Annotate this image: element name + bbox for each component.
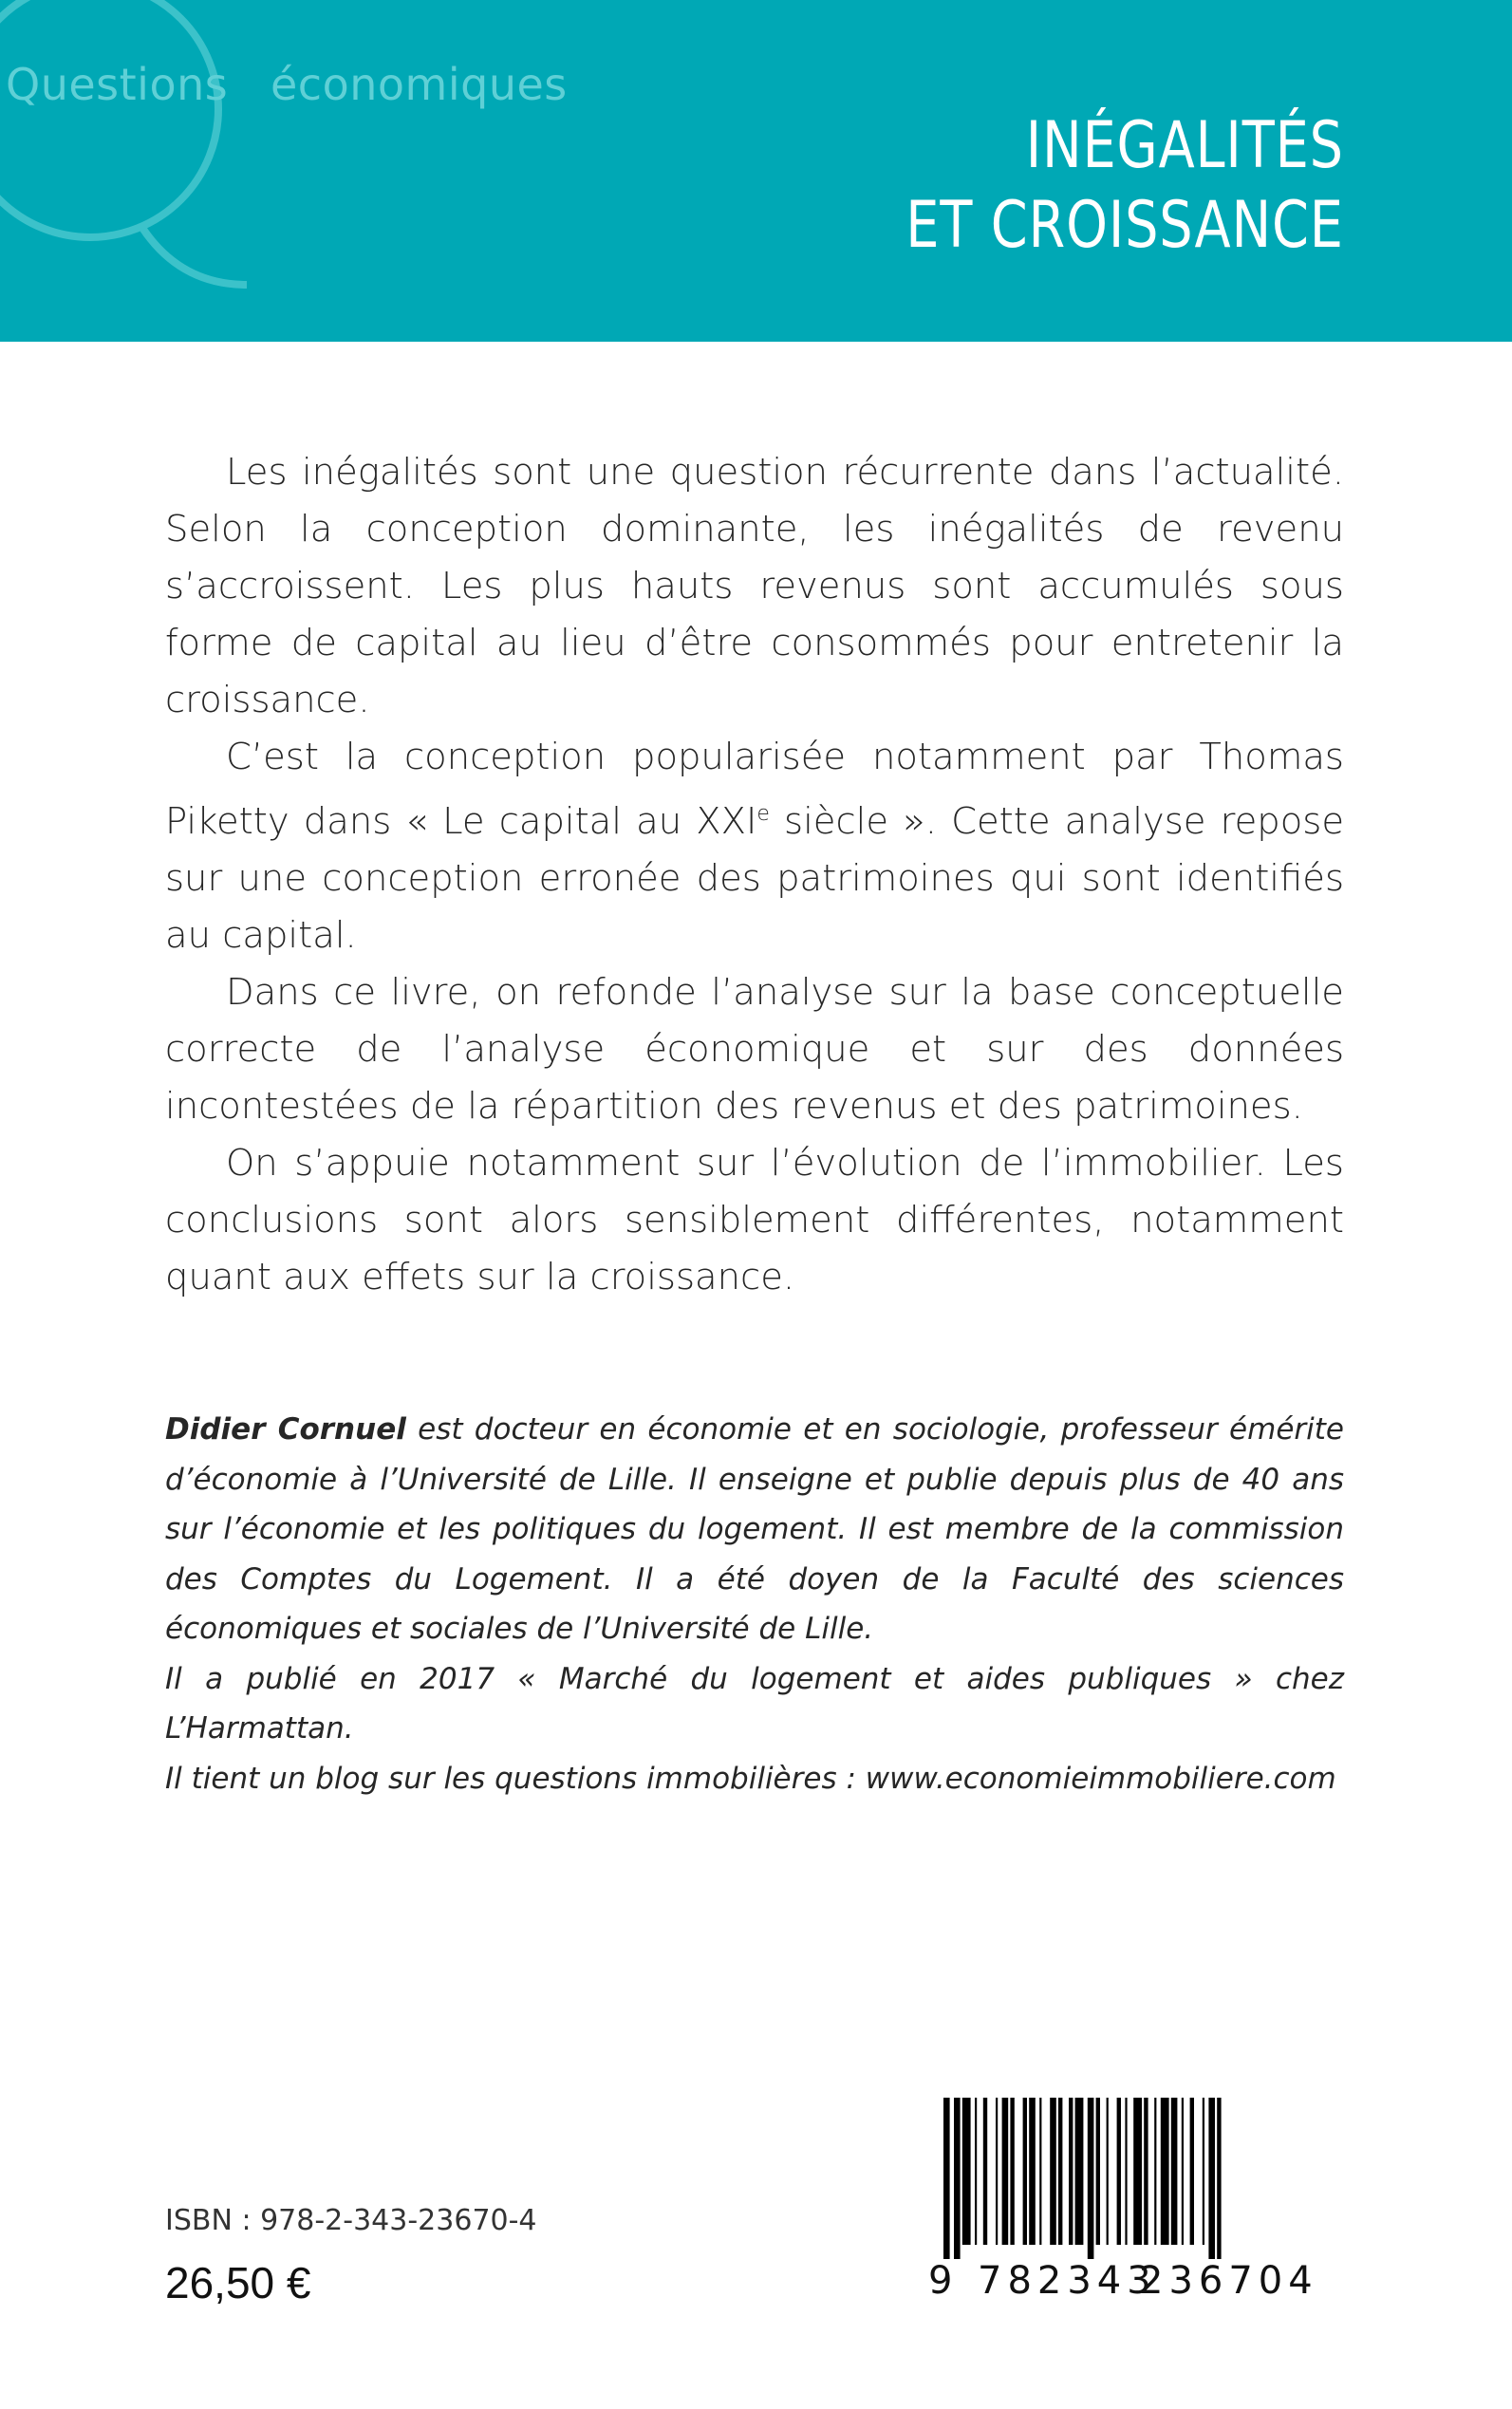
barcode-bar [1144, 2098, 1148, 2245]
barcode-bar [1039, 2098, 1041, 2245]
bio-text: est docteur en économie et en sociologie, professeur émérite d’économie à l’Université de Lille. Il enseigne et publie depuis plus de 40 ans sur l’économie et les politiques du logement. Il est membre de la commission des Comptes du Logement. Il a été doyen de la Faculté des sciences économiques et sociales de l’Université de Lille. [165, 1412, 1344, 1646]
barcode-bar [1117, 2098, 1121, 2245]
barcode-bar [1075, 2098, 1084, 2245]
barcode-digit-first: 9 [928, 2259, 954, 2303]
barcode-bar [943, 2098, 950, 2259]
q-logo-icon [0, 0, 285, 342]
barcode-bar [1125, 2098, 1127, 2245]
bio-line: Il tient un blog sur les questions immobilières : www.economieimmobiliere.com [165, 1761, 1336, 1796]
barcode-bar [1088, 2098, 1094, 2259]
barcode-bar [983, 2098, 987, 2245]
barcode-bar [1208, 2098, 1215, 2259]
blurb-paragraph: On s’appuie notamment sur l’évolution de l’immobilier. Les conclusions sont alors sensiblement différentes, notamment quant aux effets sur la croissance. [165, 1141, 1344, 1298]
barcode-bar [1002, 2098, 1009, 2245]
title-line-2: ET CROISSANCE [905, 188, 1344, 263]
barcode-bar [996, 2098, 998, 2245]
barcode-bar [1182, 2098, 1184, 2245]
barcode-digits-group2: 236704 [1139, 2259, 1318, 2303]
barcode-bar [1190, 2098, 1194, 2245]
superscript-e: e [756, 802, 770, 826]
bio-paragraph [165, 1405, 1344, 1654]
series-name-word1: Questions [6, 59, 229, 110]
barcode-bar [1029, 2098, 1036, 2245]
price: 26,50 € [165, 2258, 311, 2307]
barcode-bar [1133, 2098, 1142, 2245]
barcode-bar [1050, 2098, 1056, 2245]
barcode-digits-group1: 782343 [978, 2259, 1157, 2303]
blurb-paragraph-part: siècle ». Cette analyse repose sur une conception erronée des patrimoines qui sont identifiés au capital. [165, 799, 1345, 957]
bio-line: Il a publié en 2017 « Marché du logement et aides publiques » chez L’Harmattan. [165, 1661, 1344, 1746]
barcode-bar [1171, 2098, 1178, 2245]
blurb [165, 444, 1344, 1306]
barcode [936, 2098, 1335, 2259]
blurb-paragraph: Dans ce livre, on refonde l’analyse sur la base conceptuelle correcte de l’analyse économique et sur des données incontestées de la répartition des revenus et des patrimoines. [165, 970, 1344, 1128]
barcode-bar [954, 2098, 961, 2259]
barcode-bar [1058, 2098, 1062, 2245]
barcode-bar [1023, 2098, 1027, 2245]
title-line-1: INÉGALITÉS [1025, 108, 1344, 183]
author-bio [165, 1405, 1344, 1803]
barcode-bar [962, 2098, 971, 2245]
author-name: Didier Cornuel [165, 1412, 406, 1447]
barcode-bar [975, 2098, 977, 2245]
barcode-bar [1154, 2098, 1156, 2245]
barcode-bar [1217, 2098, 1221, 2259]
isbn: ISBN : 978-2-343-23670-4 [165, 2204, 537, 2237]
series-name-word2: économiques [271, 59, 568, 110]
barcode-bar [1203, 2098, 1204, 2245]
barcode-bar [1107, 2098, 1109, 2245]
blurb-paragraph-part: C’est la conception popularisée notamment par Thomas Piketty dans « Le capital au XXI [165, 736, 1344, 843]
barcode-bar [1069, 2098, 1073, 2245]
book-title [905, 106, 1344, 266]
blurb-paragraph [165, 729, 1344, 964]
barcode-bar [1096, 2098, 1100, 2245]
blurb-paragraph: Les inégalités sont une question récurrente dans l’actualité. Selon la conception dominante, les inégalités de revenu s’accroissent. Les plus hauts revenus sont accumulés sous forme de capital au lieu d’être consommés pour entretenir la croissance. [165, 451, 1344, 721]
barcode-bar [1161, 2098, 1169, 2245]
barcode-bar [1010, 2098, 1014, 2245]
header-band [0, 0, 1512, 342]
